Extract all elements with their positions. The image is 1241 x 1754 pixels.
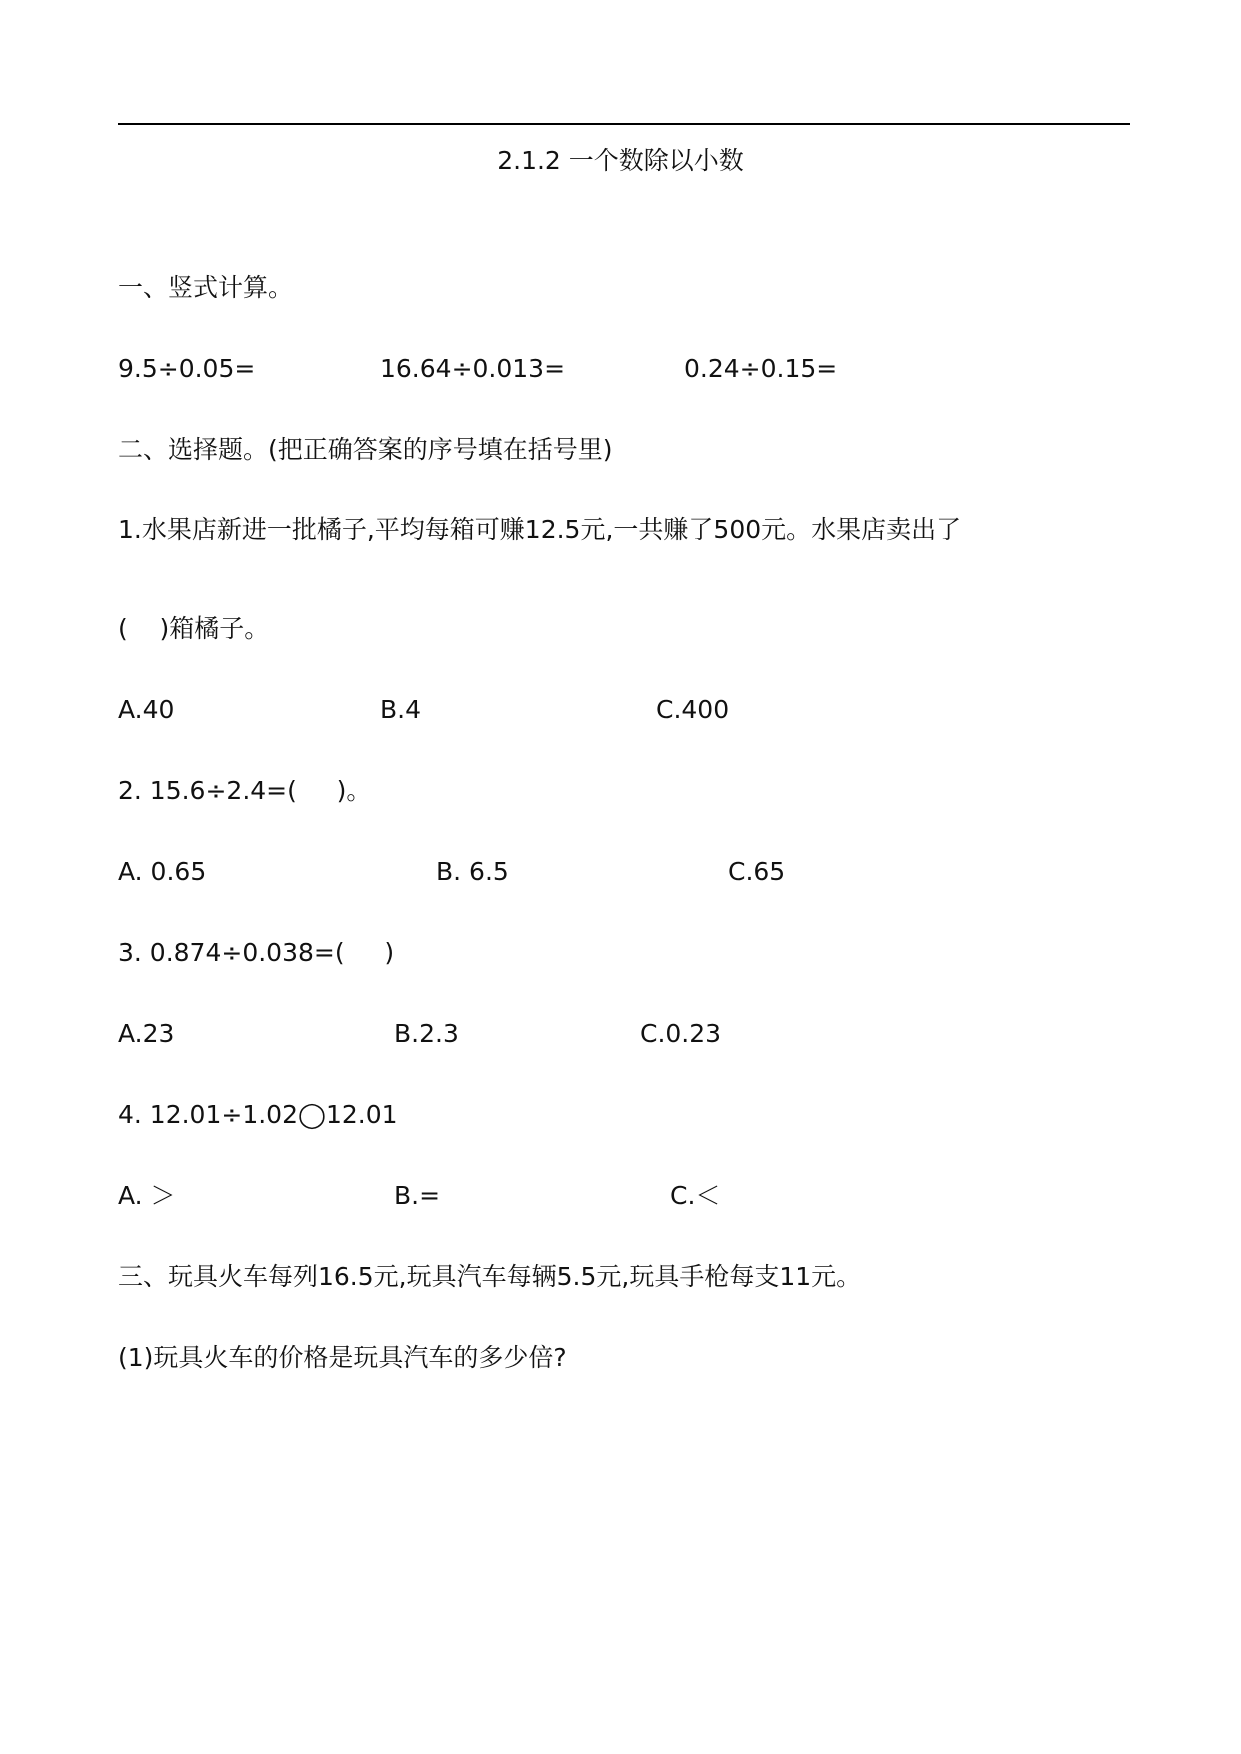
q4-option-c: C.＜ — [670, 1181, 721, 1210]
q2-option-a: A. 0.65 — [118, 857, 207, 886]
expr-1: 9.5÷0.05= — [118, 354, 256, 383]
q4-option-a: A. ＞ — [118, 1181, 176, 1210]
q2-option-c: C.65 — [728, 857, 786, 886]
q2-option-b: B. 6.5 — [436, 857, 509, 886]
section2-heading: 二、选择题。(把正确答案的序号填在括号里) — [118, 435, 613, 464]
q1-stem-line2: ( )箱橘子。 — [118, 614, 270, 643]
q1-option-c: C.400 — [656, 695, 730, 724]
expr-2: 16.64÷0.013= — [380, 354, 566, 383]
section3-heading: 三、玩具火车每列16.5元,玩具汽车每辆5.5元,玩具手枪每支11元。 — [118, 1262, 862, 1291]
section3-sub1: (1)玩具火车的价格是玩具汽车的多少倍? — [118, 1343, 567, 1372]
header-rule — [118, 123, 1130, 125]
q3-stem: 3. 0.874÷0.038=( ) — [118, 938, 395, 967]
expr-3: 0.24÷0.15= — [684, 354, 838, 383]
q4-option-b: B.= — [394, 1181, 441, 1210]
q4-stem: 4. 12.01÷1.02◯12.01 — [118, 1100, 398, 1129]
q2-stem: 2. 15.6÷2.4=( )。 — [118, 776, 372, 805]
q1-stem-line1: 1.水果店新进一批橘子,平均每箱可赚12.5元,一共赚了500元。水果店卖出了 — [118, 515, 962, 544]
q3-option-b: B.2.3 — [394, 1019, 459, 1048]
q1-option-b: B.4 — [380, 695, 422, 724]
page-title: 2.1.2 一个数除以小数 — [497, 146, 744, 175]
q3-option-a: A.23 — [118, 1019, 175, 1048]
q3-option-c: C.0.23 — [640, 1019, 722, 1048]
q1-option-a: A.40 — [118, 695, 175, 724]
section1-heading: 一、竖式计算。 — [118, 273, 294, 302]
